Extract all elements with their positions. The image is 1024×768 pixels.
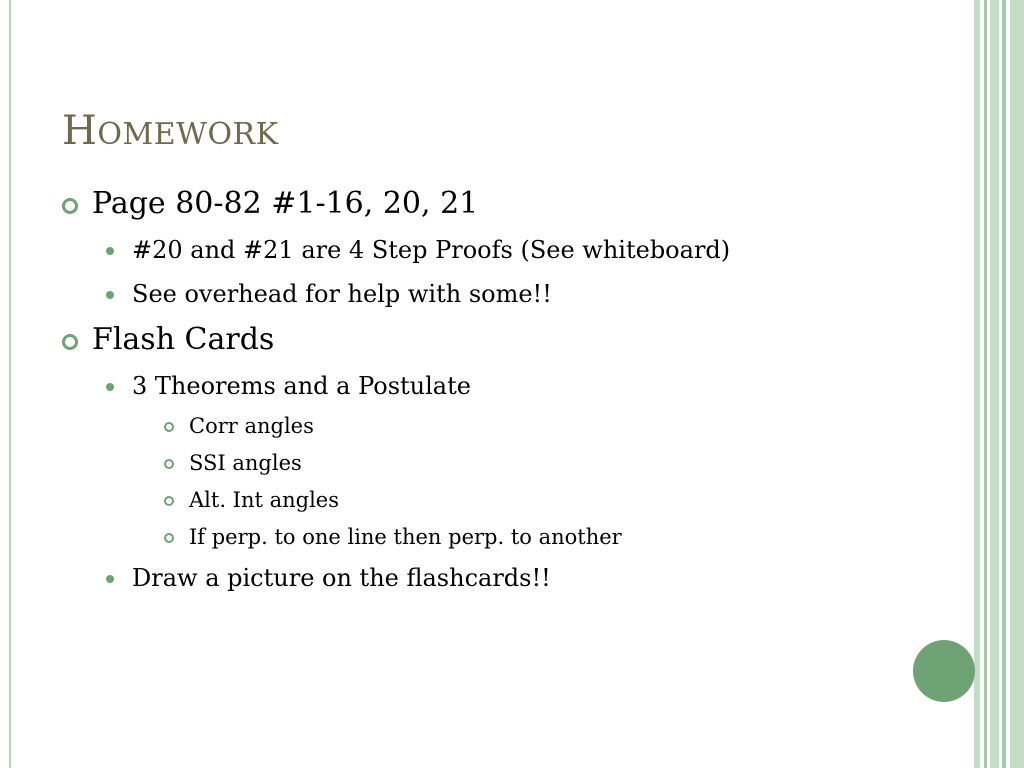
dot-bullet-icon [106, 575, 114, 583]
bullet-text: If perp. to one line then perp. to another [189, 525, 622, 549]
stripe [1002, 0, 1006, 768]
bullet-text: Draw a picture on the flashcards!! [132, 564, 551, 592]
small-ring-bullet-icon [164, 496, 174, 506]
slide-title [62, 108, 279, 154]
bullet-text: #20 and #21 are 4 Step Proofs (See whiteboard) [132, 236, 731, 264]
dot-bullet-icon [106, 383, 114, 391]
dot-bullet-icon [106, 247, 114, 255]
title-initial: H [62, 108, 98, 154]
bullet-text: See overhead for help with some!! [132, 280, 552, 308]
bullet-text: Alt. Int angles [189, 488, 340, 512]
dot-bullet-icon [106, 291, 114, 299]
bullet-text: Flash Cards [92, 322, 275, 357]
small-ring-bullet-icon [164, 459, 174, 469]
title-rest: OMEWORK [97, 117, 279, 152]
bullet-text: Corr angles [189, 414, 314, 438]
stripe [1010, 0, 1024, 768]
right-decorative-stripes [974, 0, 1024, 768]
small-ring-bullet-icon [164, 533, 174, 543]
stripe [984, 0, 987, 768]
bullet-text: SSI angles [189, 451, 302, 475]
small-ring-bullet-icon [164, 422, 174, 432]
decorative-circle [913, 640, 975, 702]
left-border-line [9, 0, 11, 768]
bullet-text: Page 80-82 #1-16, 20, 21 [92, 186, 479, 221]
stripe [974, 0, 980, 768]
ring-bullet-icon [62, 198, 78, 214]
bullet-text: 3 Theorems and a Postulate [132, 372, 471, 400]
stripe [990, 0, 999, 768]
ring-bullet-icon [62, 334, 78, 350]
